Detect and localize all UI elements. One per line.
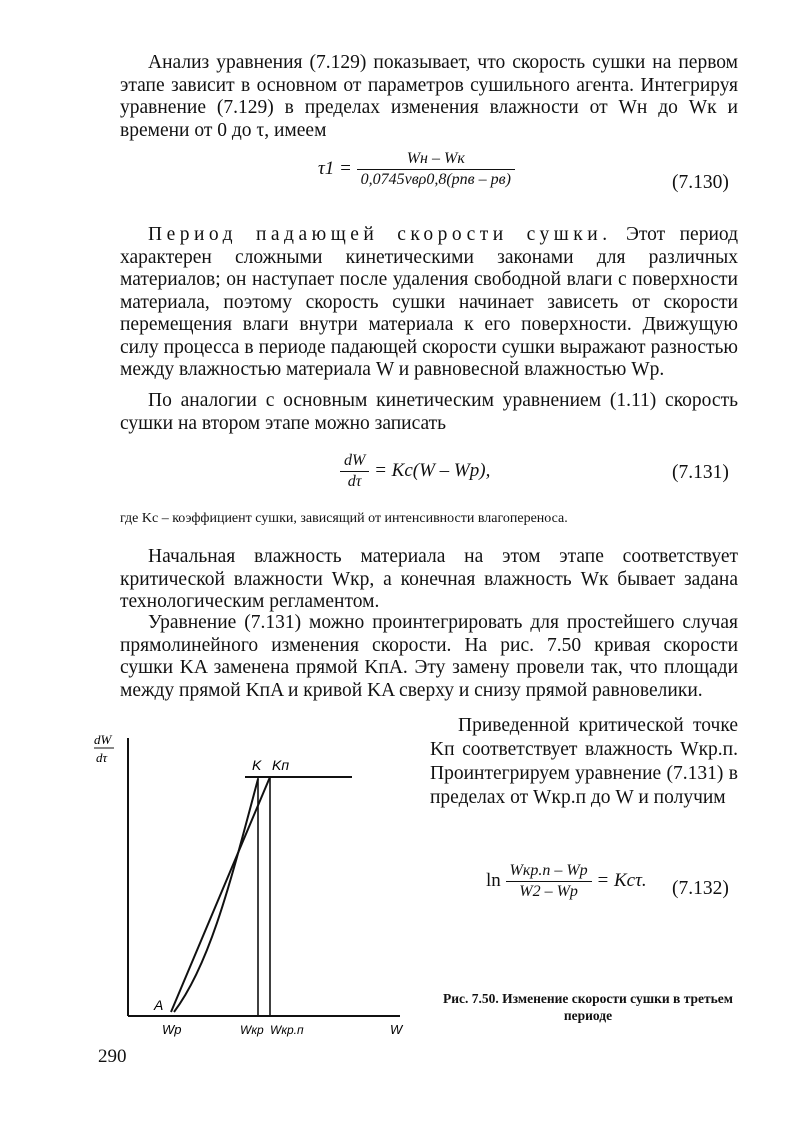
- point-k-label: K: [252, 757, 262, 773]
- y-label-top: dW: [94, 732, 112, 747]
- equation-lhs: τ1 =: [318, 157, 352, 179]
- equation-fraction: [357, 150, 515, 189]
- point-a-label: A: [154, 997, 164, 1013]
- x-label: W: [390, 1022, 403, 1037]
- equation-7-132: [486, 862, 647, 901]
- equation-number: (7.132): [672, 878, 729, 899]
- paragraph-intro: Анализ уравнения (7.129) показывает, что скорость сушки на первом этапе зависит в основном от параметров сушильного агента. Интегрируя уравнение (7.129) в пределах изменения влажности от Wн до Wк и времени от 0 до τ, имеем: [120, 52, 738, 141]
- paragraph-body: Этот период характерен сложными кинетическими законами для различных материалов; он наступает после удаления свободной влаги с поверхности материала, поэтому скорость сушки начинает зависеть от скорости перемещения влаги внутри материала к его поверхности. Движущую силу процесса в периоде падающей скорости сушки выражают разностью между влажностью материала W и равновесной влажностью Wр.: [120, 224, 738, 380]
- figure-caption: Рис. 7.50. Изменение скорости сушки в третьем периоде: [443, 991, 733, 1023]
- equation-lhs: ln: [486, 869, 501, 891]
- equation-rhs: = Kс(W – Wр),: [374, 459, 491, 481]
- footnote-coefficient: где Kс – коэффициент сушки, зависящий от интенсивности влагопереноса.: [120, 511, 568, 526]
- equation-denominator: W2 – Wр: [519, 883, 578, 900]
- section-heading: Период падающей скорости сушки.: [148, 224, 612, 245]
- paragraph-reduced-point: Приведенной критической точке Kп соответствует влажность Wкр.п. Проинтегрируем уравнение (7.131) в пределах от Wкр.п до W и получим: [430, 715, 738, 808]
- equation-7-131: [340, 452, 490, 491]
- equation-number: (7.131): [672, 462, 729, 483]
- equation-fraction: [506, 862, 592, 901]
- equation-numerator: Wкр.п – Wр: [506, 862, 592, 882]
- equation-number: (7.130): [672, 172, 729, 193]
- equation-7-130: [318, 150, 515, 189]
- figure-7-50: [90, 724, 420, 1044]
- equation-denominator: 0,0745vвρ0,8(pпв – pв): [360, 171, 511, 188]
- tick-wkp-label: Wкр: [240, 1023, 264, 1037]
- paragraph-falling-rate: [120, 224, 738, 382]
- equation-denominator: dτ: [347, 473, 362, 490]
- paragraph-analogy: По аналогии с основным кинетическим уравнением (1.11) скорость сушки на втором этапе можно записать: [120, 390, 738, 434]
- page-number: 290: [98, 1046, 127, 1067]
- paragraph-integration: Уравнение (7.131) можно проинтегрировать для простейшего случая прямолинейного изменения скорости. На рис. 7.50 кривая скорости сушки KA заменена прямой KпA. Эту замену провели так, что площади между прямой KпA и кривой KA сверху и снизу прямой равновелики.: [120, 612, 738, 701]
- equation-numerator: dW: [340, 452, 369, 472]
- tick-wkpp-label: Wкр.п: [270, 1023, 304, 1037]
- equation-rhs: = Kсτ.: [596, 869, 647, 891]
- line-kp-a: [171, 777, 270, 1012]
- tick-wp-label: Wр: [162, 1022, 182, 1037]
- paragraph-initial-moisture: Начальная влажность материала на этом этапе соответствует критической влажности Wкр, а конечная влажность Wк бывает задана технологическим регламентом.: [120, 546, 738, 612]
- y-label-bottom: dτ: [96, 750, 108, 765]
- point-kp-label: Kп: [272, 757, 290, 773]
- equation-numerator: Wн – Wк: [357, 150, 515, 170]
- equation-fraction: [340, 452, 369, 491]
